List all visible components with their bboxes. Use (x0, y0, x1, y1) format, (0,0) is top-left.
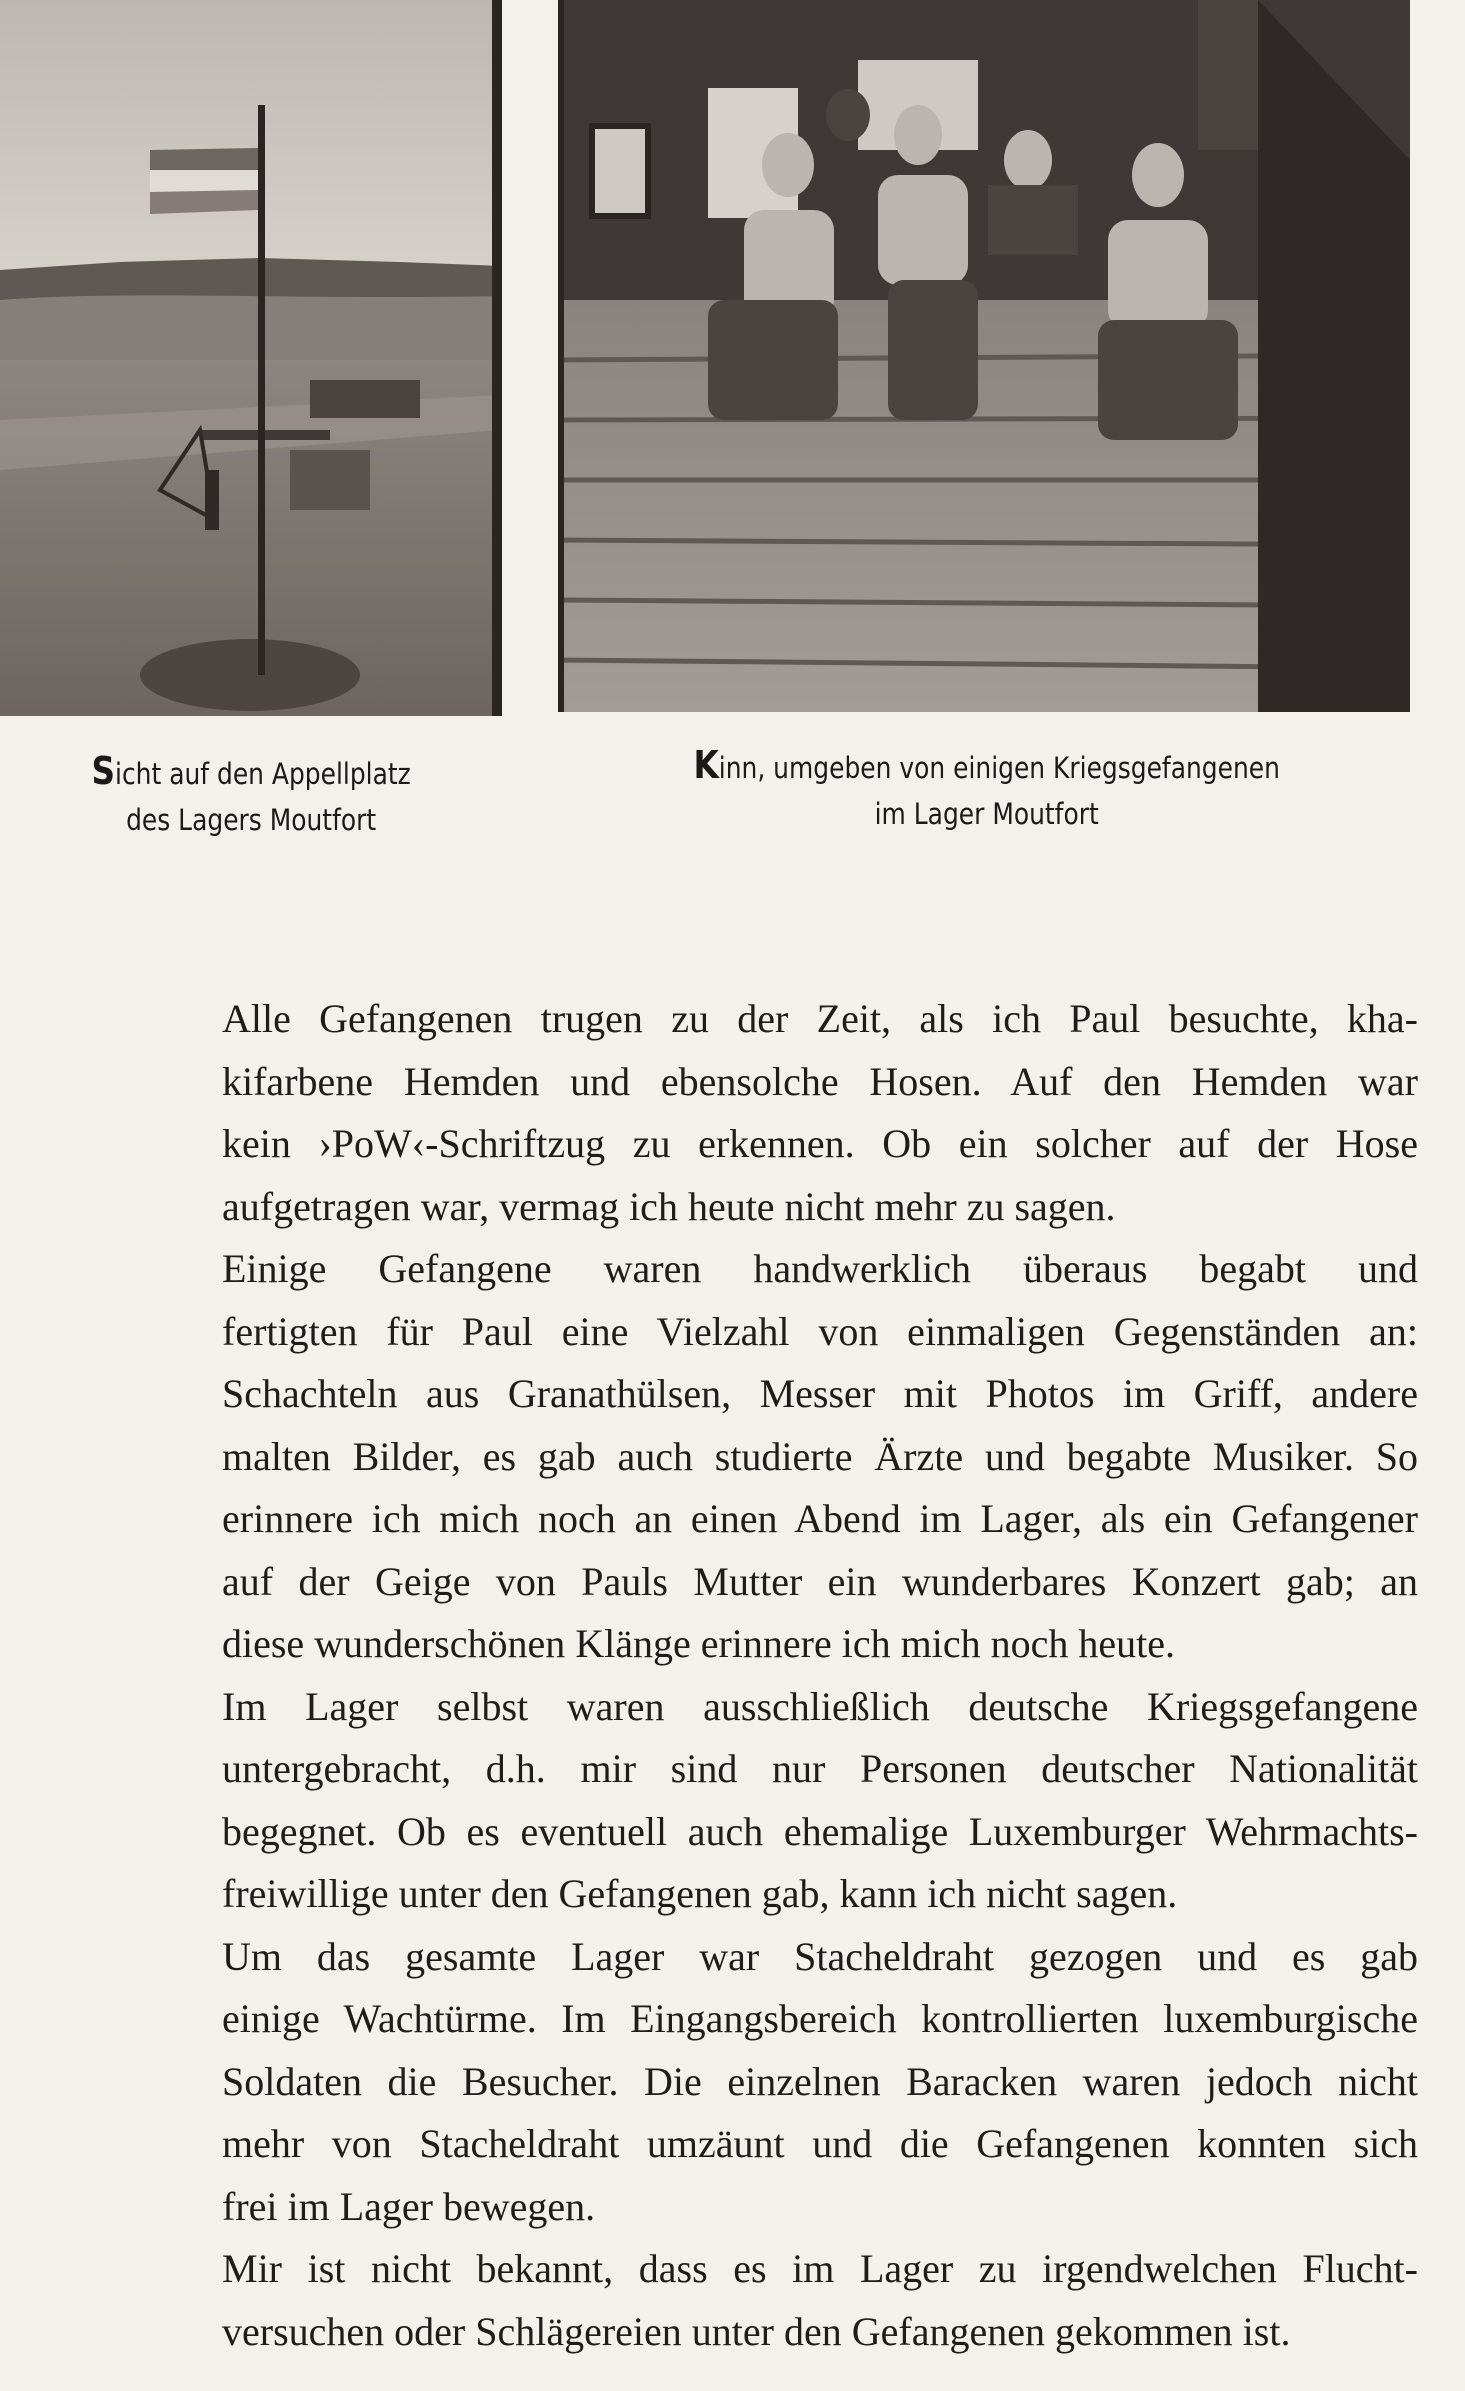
text-line: aufgetragen war, vermag ich heute nicht mehr zu sagen. (222, 1183, 1116, 1229)
text-line: kifarbene Hemden und ebensolche Hosen. Auf den Hemden war (222, 1058, 1418, 1104)
text-line: kein ›PoW‹-Schriftzug zu erkennen. Ob ein solcher auf der Hose (222, 1121, 1418, 1166)
text-line: fertigten für Paul eine Vielzahl von einmaligen Gegenständen an: (222, 1308, 1418, 1354)
body-text (150, 988, 1418, 2363)
paragraph-1 (150, 988, 1418, 1238)
paragraph-3 (150, 1676, 1418, 1926)
text-line: versuchen oder Schlägereien unter den Gefangenen gekommen ist. (222, 2308, 1291, 2354)
text-line: Soldaten die Besucher. Die einzelnen Baracken waren jedoch nicht (222, 2058, 1418, 2104)
text-line: auf der Geige von Pauls Mutter ein wunderbares Konzert gab; an (222, 1558, 1418, 1604)
text-line: begegnet. Ob es eventuell auch ehemalige Luxemburger Wehrmachts- (222, 1808, 1418, 1854)
caption-right (690, 742, 1283, 837)
caption-left-line2: des Lagers Moutfort (126, 803, 377, 837)
paragraph-2 (150, 1238, 1418, 1676)
text-line: malten Bilder, es gab auch studierte Ärzte und begabte Musiker. So (222, 1433, 1418, 1479)
text-line: Einige Gefangene waren handwerklich überaus begabt und (222, 1246, 1418, 1291)
photo-appellplatz (0, 0, 502, 716)
text-line: freiwillige unter den Gefangenen gab, kann ich nicht sagen. (222, 1871, 1178, 1916)
text-line: Im Lager selbst waren ausschließlich deutsche Kriegsgefangene (222, 1683, 1418, 1729)
text-line: Schachteln aus Granathülsen, Messer mit Photos im Griff, andere (222, 1371, 1418, 1416)
text-line: frei im Lager bewegen. (222, 2183, 596, 2229)
paragraph-5 (150, 2238, 1418, 2363)
text-line: einige Wachtürme. Im Eingangsbereich kontrollierten luxemburgische (222, 1996, 1418, 2041)
caption-right-line1: Kinn, umgeben von einigen Kriegsgefangenen (693, 743, 1280, 787)
text-line: Alle Gefangenen trugen zu der Zeit, als ich Paul besuchte, kha- (222, 996, 1418, 1041)
text-line: Um das gesamte Lager war Stacheldraht gezogen und es gab (222, 1933, 1418, 1979)
paragraph-4 (150, 1926, 1418, 2239)
caption-left (86, 748, 416, 843)
text-line: untergebracht, d.h. mir sind nur Personen deutscher Nationalität (222, 1746, 1418, 1791)
photo-kinn-with-prisoners (558, 0, 1410, 712)
text-line: mehr von Stacheldraht umzäunt und die Gefangenen konnten sich (222, 2121, 1418, 2166)
caption-left-line1: Sicht auf den Appellplatz (91, 749, 411, 793)
text-line: diese wunderschönen Klänge erinnere ich mich noch heute. (222, 1621, 1175, 1666)
text-line: erinnere ich mich noch an einen Abend im Lager, als ein Gefangener (222, 1496, 1418, 1541)
text-line: Mir ist nicht bekannt, dass es im Lager zu irgendwelchen Flucht- (222, 2246, 1418, 2291)
caption-right-line2: im Lager Moutfort (874, 797, 1099, 831)
